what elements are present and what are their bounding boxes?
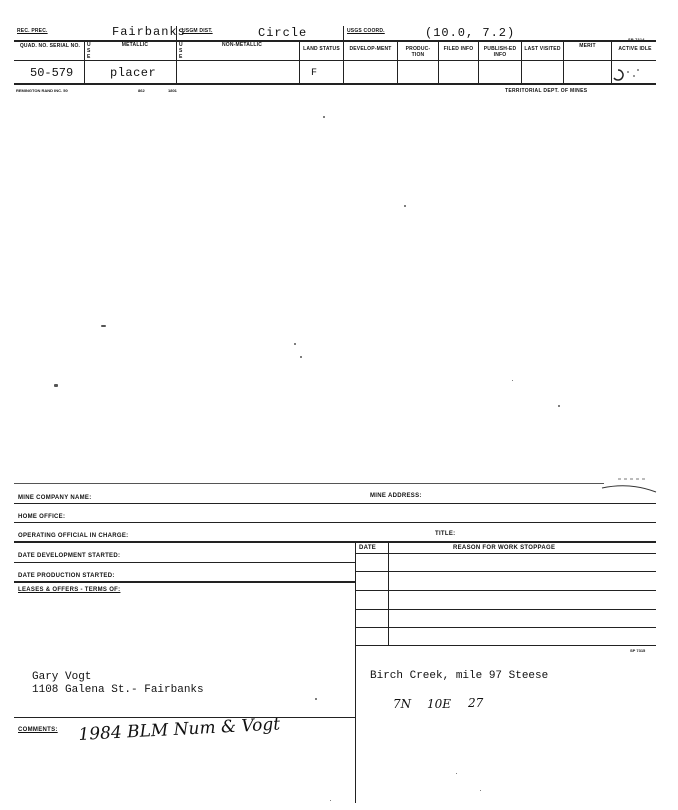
land-status-value: F: [311, 68, 318, 79]
divider: [478, 40, 479, 83]
col-serial: SERIAL NO.: [49, 43, 81, 49]
form-rule: [14, 581, 355, 583]
divider: [299, 40, 300, 83]
torn-edge-mark: [600, 476, 660, 496]
stoppage-rule: [355, 609, 656, 610]
col-quad: QUAD. NO.: [19, 43, 49, 49]
column-rule: [14, 60, 656, 61]
scan-speck: [323, 116, 325, 118]
scan-speck: [54, 384, 58, 387]
quad-serial-value: 50-579: [30, 66, 74, 80]
stoppage-rule: [355, 571, 656, 572]
col-metallic: METALLIC: [121, 42, 149, 48]
scan-speck: [300, 356, 302, 358]
usgm-dist-value: Circle: [258, 26, 308, 40]
scan-speck: [404, 205, 406, 207]
handwritten-comment: 1984 BLM Num & Vogt: [78, 714, 281, 745]
divider: [176, 26, 177, 83]
divider: [563, 40, 564, 83]
scan-speck: [294, 343, 296, 345]
active-mark-icon: [608, 64, 648, 84]
form-top-rule: [14, 483, 604, 484]
printer-right: TERRITORIAL DEPT. OF MINES: [505, 88, 588, 94]
form-code-bottom: SP 7315: [630, 648, 646, 653]
comments-label: COMMENTS:: [18, 727, 58, 733]
col-use-2: U S E: [179, 42, 183, 60]
range: 10E: [427, 697, 452, 711]
form-rule: [14, 541, 656, 543]
reason-header: REASON FOR WORK STOPPAGE: [453, 545, 556, 551]
date-header: DATE: [359, 545, 377, 551]
rec-prec-label: REC. PREC.: [17, 28, 48, 34]
location-text: Birch Creek, mile 97 Steese: [370, 670, 549, 682]
usgs-coord-label: USGS COORD.: [347, 28, 385, 34]
stoppage-rule: [355, 645, 656, 646]
stoppage-divider: [388, 541, 389, 645]
title-label: TITLE:: [435, 531, 456, 537]
rec-prec-value: Fairbanks: [112, 25, 186, 39]
divider: [84, 40, 85, 83]
col-last-visited: LAST VISITED: [524, 46, 561, 52]
printer-code-1: 862: [138, 88, 145, 93]
col-land-status: LAND STATUS: [303, 46, 340, 52]
stoppage-rule: [355, 590, 656, 591]
col-merit: MERIT: [579, 43, 596, 49]
divider: [521, 40, 522, 83]
scan-speck: [101, 325, 106, 327]
scan-speck: [456, 773, 457, 774]
form-rule: [14, 522, 656, 523]
divider: [343, 26, 344, 83]
col-quad-serial: [18, 43, 82, 49]
stoppage-rule: [355, 553, 656, 554]
date-production-label: DATE PRODUCTION STARTED:: [18, 573, 115, 579]
stoppage-rule: [355, 627, 656, 628]
section: 27: [468, 696, 484, 710]
date-development-label: DATE DEVELOPMENT STARTED:: [18, 553, 121, 559]
col-non-metallic: NON-METALLIC: [221, 42, 263, 48]
divider: [438, 40, 439, 83]
printer-code-2: 1801: [168, 88, 177, 93]
owner-address: 1108 Galena St.- Fairbanks: [32, 684, 204, 696]
col-development: DEVELOP-MENT: [349, 46, 392, 52]
form-rule: [14, 562, 355, 563]
metallic-value: placer: [110, 66, 157, 80]
leases-label: LEASES & OFFERS - TERMS OF:: [18, 587, 121, 593]
owner-name: Gary Vogt: [32, 671, 92, 683]
mine-address-label: MINE ADDRESS:: [370, 493, 422, 499]
row-bottom-rule: [14, 83, 656, 85]
usgm-dist-label: USGM DIST.: [182, 28, 213, 34]
printer-left: REMINGTON RAND INC. 50: [16, 88, 68, 93]
scan-speck: [558, 405, 560, 407]
col-production: PRODUC-TION: [405, 46, 431, 58]
divider: [397, 40, 398, 83]
col-filed-info: FILED INFO: [443, 46, 474, 52]
home-office-label: HOME OFFICE:: [18, 514, 66, 520]
form-code-top: SP 7314: [628, 37, 645, 42]
form-rule: [14, 503, 656, 504]
col-use-1: U S E: [87, 42, 91, 60]
scan-speck: [480, 790, 481, 791]
form-divider: [355, 541, 356, 803]
township: 7N: [393, 697, 412, 711]
scan-speck: [330, 800, 331, 801]
col-active-idle: ACTIVE IDLE: [618, 46, 652, 52]
form-rule: [14, 717, 355, 718]
operating-official-label: OPERATING OFFICIAL IN CHARGE:: [18, 533, 129, 539]
mine-company-name-label: MINE COMPANY NAME:: [18, 495, 92, 501]
scan-speck: [512, 380, 513, 381]
scan-speck: [315, 698, 317, 700]
usgs-coord-value: (10.0, 7.2): [425, 26, 516, 40]
col-published-info: PUBLISH-ED INFO: [483, 46, 517, 58]
